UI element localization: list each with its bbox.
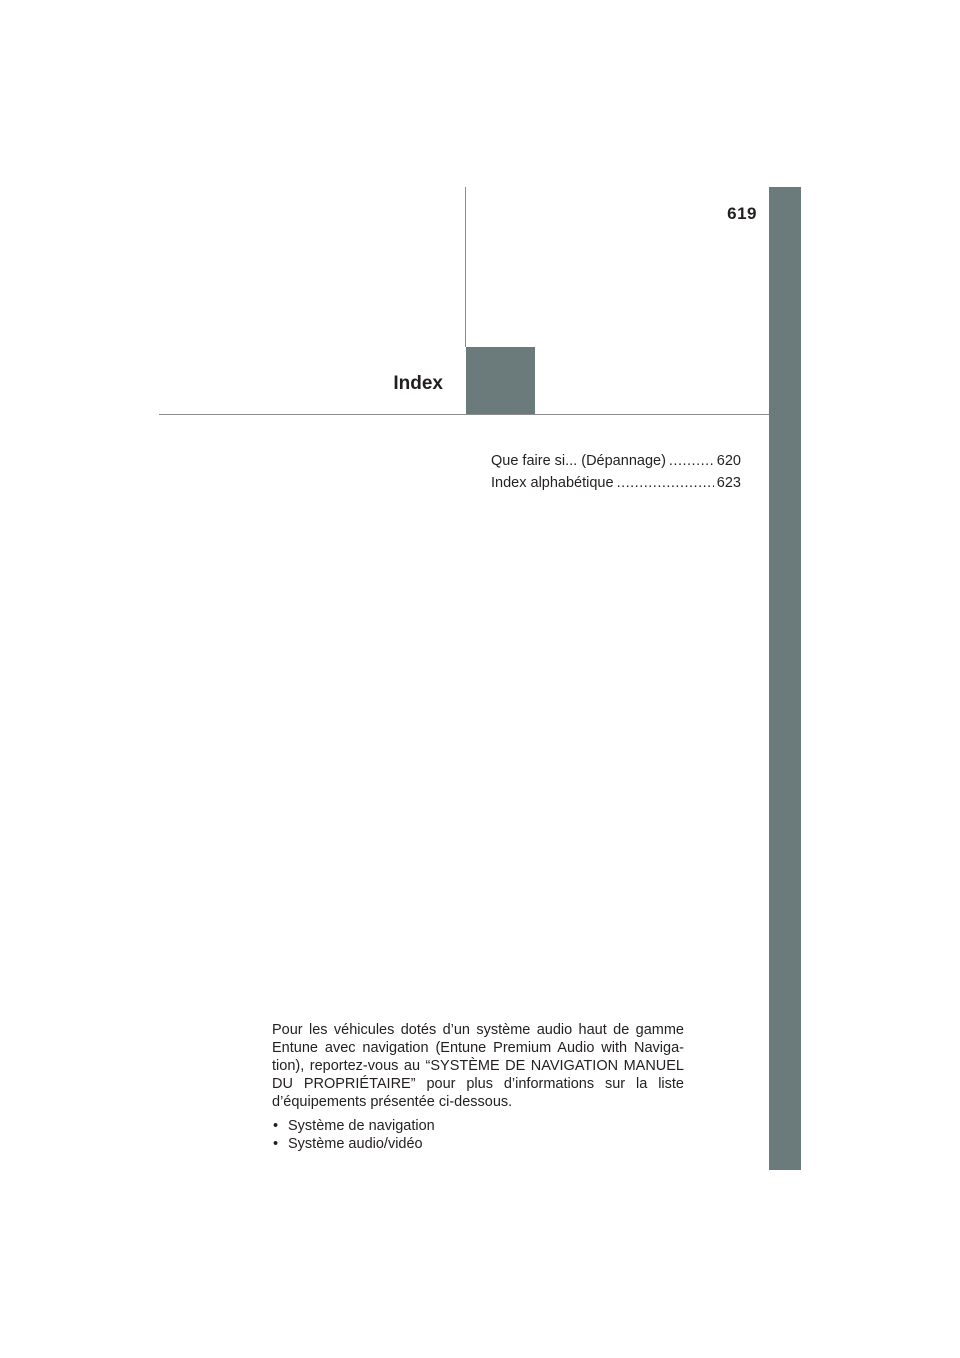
header-color-block (466, 347, 535, 415)
page-number: 619 (727, 204, 757, 223)
toc-entry-page: 620 (716, 453, 741, 469)
table-of-contents (491, 450, 741, 494)
toc-entry-alphabetical-index[interactable] (491, 472, 741, 494)
list-item: • Système audio/vidéo (272, 1135, 684, 1153)
toc-entry-label: Index alphabétique (491, 475, 614, 491)
note-paragraph: Pour les véhicules dotés d’un système audio haut de gamme Entune avec navigation (Entune Premium Audio with Naviga-tion), reportez-vous au “SYSTÈME DE NAVIGATION MANUEL DU PROPRIÉTAIRE” pour plus d’informations sur la liste d’équipements présentée ci-dessous. (272, 1022, 684, 1110)
equipment-list (272, 1117, 684, 1153)
chapter-side-tab (769, 187, 801, 1170)
toc-entry-page: 623 (716, 475, 741, 491)
toc-leader-dots (617, 472, 714, 494)
section-title: Index (393, 373, 443, 394)
toc-entry-troubleshooting[interactable] (491, 450, 741, 472)
header-vertical-rule (465, 187, 466, 347)
navigation-note (272, 1021, 684, 1153)
list-item: • Système de navigation (272, 1117, 684, 1135)
toc-entry-label: Que faire si... (Dépannage) (491, 453, 666, 469)
toc-leader-dots (669, 450, 714, 472)
header-horizontal-rule (159, 414, 769, 415)
